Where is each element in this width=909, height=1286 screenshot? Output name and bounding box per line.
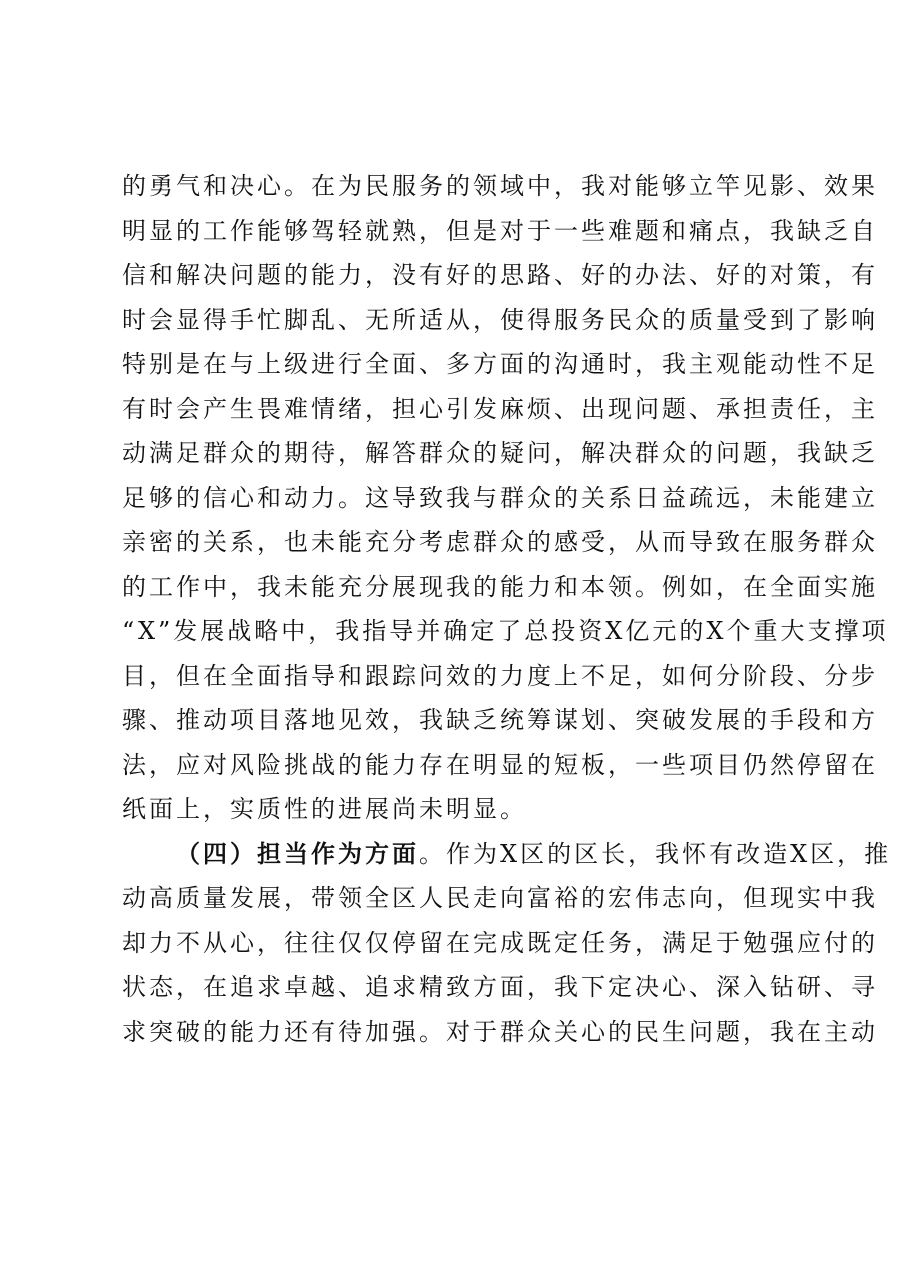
paragraph-2 bbox=[122, 832, 892, 1055]
text-line: 有时会产生畏难情绪，担心引发麻烦、出现问题、承担责任，主 bbox=[122, 394, 878, 423]
text-line: 的勇气和决心。在为民服务的领域中，我对能够立竿见影、效果 bbox=[122, 172, 878, 200]
text-line: 法，应对风险挑战的能力存在明显的短板，一些项目仍然停留在 bbox=[122, 750, 878, 779]
text-line: 的工作中，我未能充分展现我的能力和本领。例如，在全面实施 bbox=[122, 572, 878, 601]
paragraph-1 bbox=[122, 164, 889, 832]
text-line: 足够的信心和动力。这导致我与群众的关系日益疏远，未能建立 bbox=[122, 483, 878, 512]
text-line: 求突破的能力还有待加强。对于群众关心的民生问题，我在主动 bbox=[122, 1017, 878, 1046]
text-line: 状态，在追求卓越、追求精致方面，我下定决心、深入钻研、寻 bbox=[122, 973, 878, 1001]
text-line: 特别是在与上级进行全面、多方面的沟通时，我主观能动性不足 bbox=[122, 350, 878, 378]
text-line: 信和解决问题的能力，没有好的思路、好的办法、好的对策，有 bbox=[122, 261, 878, 289]
text-line: 动高质量发展，带领全区人民走向富裕的宏伟志向，但现实中我 bbox=[122, 884, 878, 912]
text-line: 时会显得手忙脚乱、无所适从，使得服务民众的质量受到了影响 bbox=[122, 305, 878, 334]
text-line-first bbox=[122, 832, 892, 877]
text-line: 动满足群众的期待，解答群众的疑问，解决群众的问题，我缺乏 bbox=[122, 439, 878, 467]
text-line: “X”发展战略中，我指导并确定了总投资X亿元的X个重大支撑项 bbox=[122, 617, 889, 645]
text-line: 明显的工作能够驾轻就熟，但是对于一些难题和痛点，我缺乏自 bbox=[122, 216, 878, 245]
text-line: 骤、推动项目落地见效，我缺乏统筹谋划、突破发展的手段和方 bbox=[122, 706, 878, 734]
section-heading: （四）担当作为方面 bbox=[176, 838, 419, 868]
text-run: 。作为X区的区长，我怀有改造X区，推 bbox=[419, 839, 892, 868]
text-line: 目，但在全面指导和跟踪问效的力度上不足，如何分阶段、分步 bbox=[122, 661, 878, 690]
document-body bbox=[122, 164, 892, 1054]
text-line: 亲密的关系，也未能充分考虑群众的感受，从而导致在服务群众 bbox=[122, 528, 878, 556]
text-line: 纸面上，实质性的进展尚未明显。 bbox=[122, 795, 527, 823]
text-line: 却力不从心，往往仅仅停留在完成既定任务，满足于勉强应付的 bbox=[122, 928, 878, 957]
